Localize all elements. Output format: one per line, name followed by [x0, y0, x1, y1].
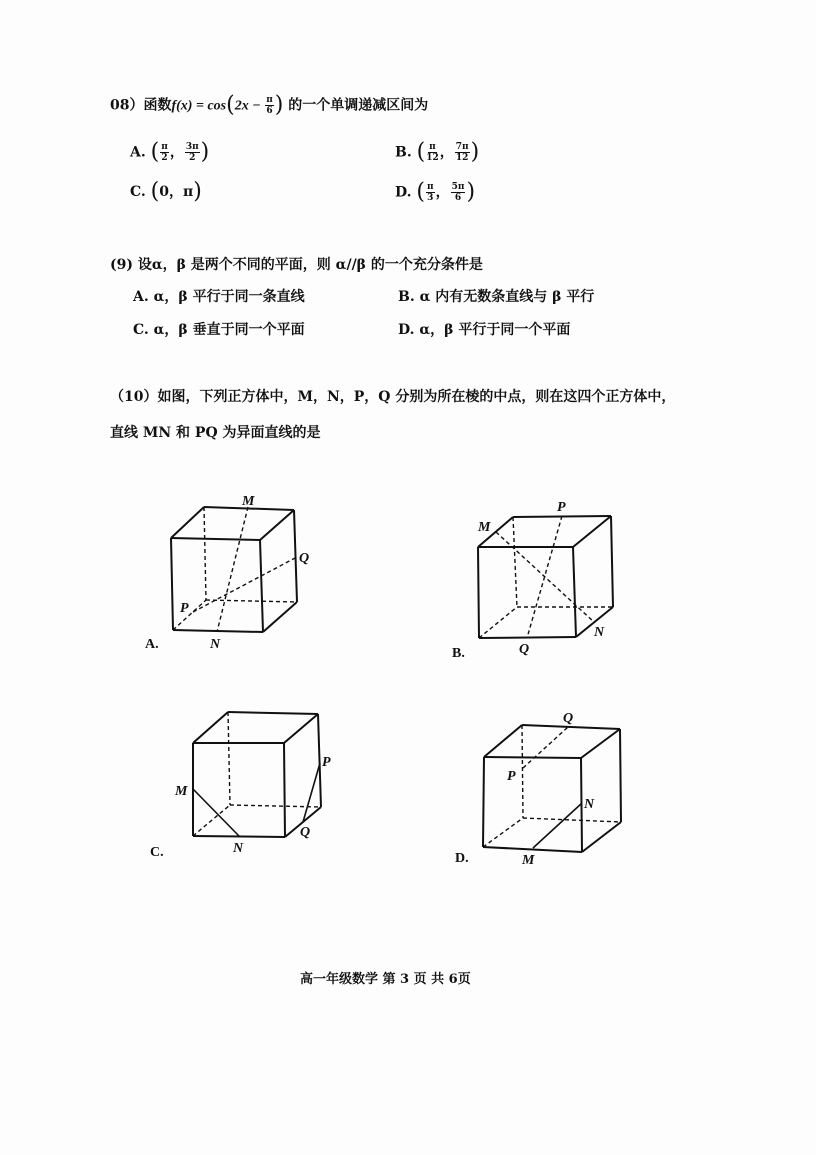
- point-n-label: N: [210, 637, 221, 652]
- figure-label: B.: [452, 646, 465, 661]
- line-pq: [527, 516, 562, 638]
- line-mn: [193, 789, 239, 836]
- fraction: $\frac{\pi}{6}$: [266, 95, 273, 116]
- stem-text: 的一个单调递减区间为: [288, 97, 429, 114]
- q9-option-c: C. α，β 垂直于同一个平面: [133, 322, 305, 338]
- line-pq: [523, 727, 568, 768]
- q9-option-d: D. α，β 平行于同一个平面: [398, 322, 571, 338]
- point-m-label: M: [175, 784, 188, 799]
- point-n-label: N: [233, 841, 244, 856]
- figure-label: D.: [455, 851, 469, 866]
- point-m-label: M: [478, 520, 491, 535]
- point-m-label: M: [242, 494, 255, 509]
- line-pq: [303, 763, 320, 822]
- q9-option-b: B. α 内有无数条直线与 β 平行: [398, 289, 595, 305]
- question-number: 08）: [110, 97, 144, 114]
- point-p-label: P: [322, 755, 331, 770]
- point-q-label: Q: [299, 551, 310, 566]
- question-9-stem: (9) 设α，β 是两个不同的平面，则 α//β 的一个充分条件是: [110, 257, 483, 273]
- q8-option-c: C. (0，π): [130, 179, 202, 204]
- point-q-label: Q: [300, 825, 311, 840]
- q8-option-b: B. ( $\frac{\pi}{12}$ ， $\frac{7\pi}{12}$ ): [395, 139, 480, 165]
- cube-figure-c: [150, 712, 331, 860]
- stem-text: 函数: [143, 97, 172, 114]
- question-10-stem-line2: 直线 MN 和 PQ 为异面直线的是: [110, 425, 321, 441]
- function-expr: f(x) = cos: [171, 98, 227, 114]
- line-mn: [533, 803, 582, 848]
- line-mn: [217, 507, 248, 632]
- line-pq: [193, 557, 297, 612]
- figure-label: A.: [145, 637, 159, 652]
- point-q-label: Q: [519, 642, 530, 657]
- point-p-label: P: [557, 500, 566, 515]
- q8-option-a: A. ( $\frac{\pi}{2}$ ， $\frac{3\pi}{2}$ ): [130, 139, 210, 165]
- figure-label: C.: [150, 845, 164, 860]
- point-m-label: M: [522, 853, 535, 868]
- q9-option-a: A. α，β 平行于同一条直线: [133, 289, 305, 305]
- point-q-label: Q: [563, 711, 574, 726]
- point-n-label: N: [594, 625, 605, 640]
- argument-expr: 2x −: [234, 98, 265, 114]
- cube-figure-b: [452, 500, 613, 661]
- q8-option-d: D. ( $\frac{\pi}{3}$ ， $\frac{5\pi}{6}$ ): [395, 179, 476, 205]
- point-p-label: P: [180, 601, 189, 616]
- question-8-stem: 08）函数f(x) = cos(2x − $\frac{\pi}{6}$ ) 的一个单调递减区间为: [110, 92, 429, 118]
- cube-figure-a: [145, 494, 309, 652]
- page-footer: 高一年级数学 第 3 页 共 6页: [300, 972, 471, 987]
- question-10-stem: （10）如图，下列正方体中，M，N，P，Q 分别为所在棱的中点，则在这四个正方体中，: [110, 389, 676, 405]
- cube-figure-d: [455, 711, 621, 868]
- point-n-label: N: [584, 797, 595, 812]
- point-p-label: P: [507, 769, 516, 784]
